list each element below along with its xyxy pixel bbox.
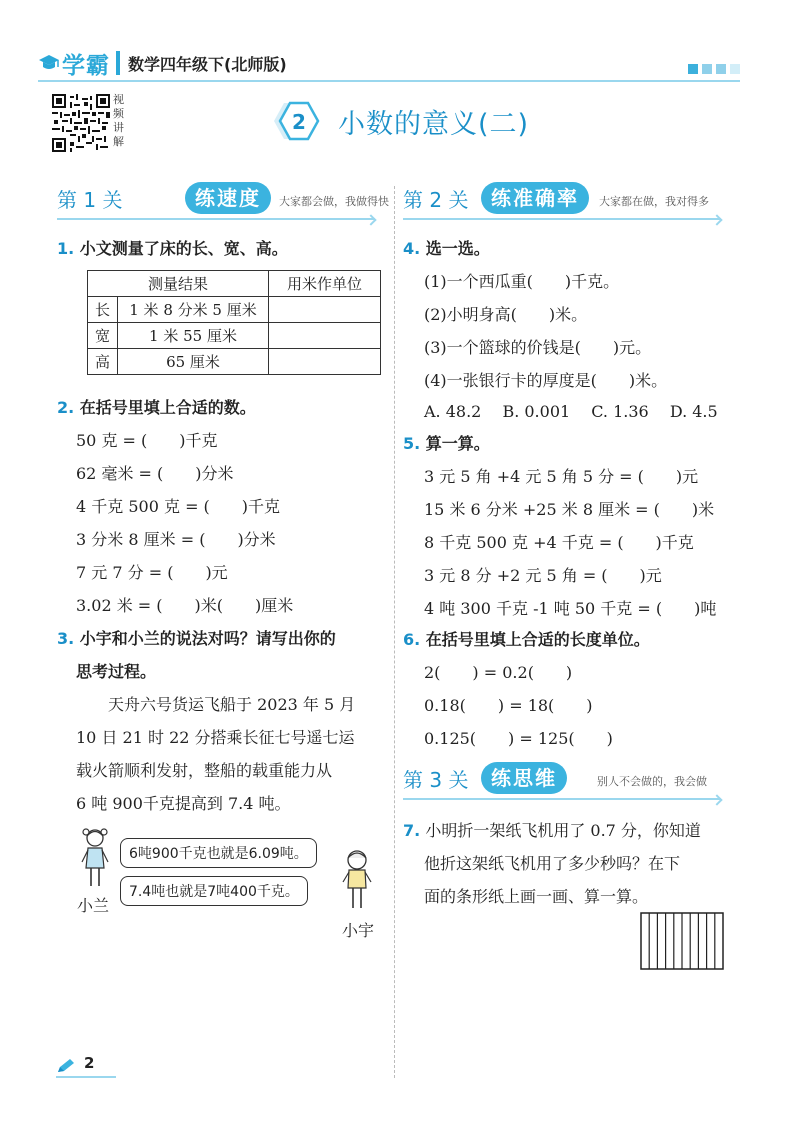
question-7-text-cont: 他折这架纸飞机用了多少秒吗？在下 [424, 854, 681, 873]
section-3-name: 第 3 关 [403, 768, 469, 792]
lesson-number: 2 [292, 110, 306, 134]
calc-line[interactable]: 3 元 5 角 +4 元 5 角 5 分 = ( )元 [424, 467, 699, 486]
header-dots [688, 64, 740, 74]
fill-blank-line[interactable]: 62 毫米 = ( )分米 [76, 464, 234, 483]
choice-line[interactable]: (4)一张银行卡的厚度是( )米。 [424, 371, 668, 390]
question-3-text-cont: 思考过程。 [76, 662, 157, 681]
pencil-icon [56, 1058, 76, 1074]
section-3-pill: 练思维 [481, 762, 567, 794]
question-1 [57, 236, 288, 259]
page-number: 2 [84, 1054, 95, 1072]
table-cell: 65 厘米 [118, 349, 269, 375]
fill-blank-line[interactable]: 3.02 米 = ( )米( )厘米 [76, 596, 294, 615]
calc-line[interactable]: 8 千克 500 克 +4 千克 = ( )千克 [424, 533, 694, 552]
table-cell: 1 米 55 厘米 [118, 323, 269, 349]
question-4-text: 选一选。 [425, 239, 490, 258]
girl-name: 小兰 [77, 896, 110, 915]
header-rule [38, 80, 740, 82]
section-1-pill: 练速度 [185, 182, 271, 214]
brand-logo [38, 47, 110, 80]
question-5-number: 5. [403, 434, 421, 453]
table-row-label: 长 [88, 297, 118, 323]
passage-line: 天舟六号货运飞船于 2023 年 5 月 [108, 695, 356, 714]
calc-line[interactable]: 4 吨 300 千克 -1 吨 50 千克 = ( )吨 [424, 599, 717, 618]
table-header-cell: 用米作单位 [269, 271, 381, 297]
section-2-header [403, 182, 725, 220]
answer-cell[interactable] [269, 323, 381, 349]
calc-line[interactable]: 3 元 8 分 +2 元 5 角 = ( )元 [424, 566, 662, 585]
question-6-text: 在括号里填上合适的长度单位。 [425, 630, 650, 649]
table-cell: 1 米 8 分米 5 厘米 [118, 297, 269, 323]
section-2-underline [403, 218, 721, 220]
fill-blank-line[interactable]: 7 元 7 分 = ( )元 [76, 563, 228, 582]
fill-blank-line[interactable]: 50 克 = ( )千克 [76, 431, 218, 450]
answer-cell[interactable] [269, 349, 381, 375]
section-3-motto: 别人不会做的，我会做 [597, 775, 707, 788]
lesson-title: 小数的意义(二) [338, 109, 530, 140]
question-3 [57, 626, 336, 649]
table-header-cell: 测量结果 [88, 271, 269, 297]
measurement-table [87, 270, 381, 375]
question-1-number: 1. [57, 239, 75, 258]
section-1-underline [57, 218, 375, 220]
footer-rule [56, 1076, 116, 1078]
choice-options: A. 48.2 B. 0.001 C. 1.36 D. 4.5 [424, 402, 718, 421]
question-7 [403, 818, 701, 841]
boy-illustration [340, 848, 374, 914]
brand-divider [116, 51, 120, 75]
qr-code-icon[interactable] [52, 94, 110, 152]
fill-blank-line[interactable]: 3 分米 8 厘米 = ( )分米 [76, 530, 276, 549]
passage-line: 载火箭顺利发射，整船的载重能力从 [76, 761, 333, 780]
choice-line[interactable]: (1)一个西瓜重( )千克。 [424, 272, 620, 291]
brand-name: 学霸 [62, 52, 110, 79]
unit-line[interactable]: 0.125( ) = 125( ) [424, 729, 613, 748]
table-row [88, 297, 381, 323]
question-5-text: 算一算。 [425, 434, 490, 453]
question-4 [403, 236, 490, 259]
section-3-underline [403, 798, 721, 800]
table-row-label: 宽 [88, 323, 118, 349]
chevron-right-icon [711, 214, 722, 225]
brand-header [38, 46, 287, 80]
boy-name: 小宇 [342, 921, 375, 940]
answer-cell[interactable] [269, 297, 381, 323]
graduation-cap-icon [38, 52, 60, 74]
question-2-text: 在括号里填上合适的数。 [79, 398, 256, 417]
column-divider [394, 186, 395, 1078]
question-3-number: 3. [57, 629, 75, 648]
section-2-name: 第 2 关 [403, 188, 469, 212]
speech-bubble-girl: 6吨900千克也就是6.09吨。 [120, 838, 317, 868]
question-7-text-cont: 面的条形纸上画一画、算一算。 [424, 887, 649, 906]
passage-line: 6 吨 900千克提高到 7.4 吨。 [76, 794, 291, 813]
question-3-text: 小宇和小兰的说法对吗？请写出你的 [79, 629, 336, 648]
unit-line[interactable]: 0.18( ) = 18( ) [424, 696, 593, 715]
chevron-right-icon [711, 794, 722, 805]
table-row [88, 349, 381, 375]
lesson-number-badge [266, 99, 326, 143]
table-header-row [88, 271, 381, 297]
choice-line[interactable]: (3)一个篮球的价钱是( )元。 [424, 338, 652, 357]
girl-illustration [78, 826, 112, 892]
question-4-number: 4. [403, 239, 421, 258]
section-2-motto: 大家都在做，我对得多 [599, 195, 709, 208]
question-7-text: 小明折一架纸飞机用了 0.7 分，你知道 [425, 821, 701, 840]
section-1-motto: 大家都会做，我做得快 [279, 195, 389, 208]
question-2-number: 2. [57, 398, 75, 417]
section-2-pill: 练准确率 [481, 182, 589, 214]
chevron-right-icon [365, 214, 376, 225]
choice-line[interactable]: (2)小明身高( )米。 [424, 305, 588, 324]
qr-label: 视频讲解 [113, 93, 124, 148]
table-row-label: 高 [88, 349, 118, 375]
unit-line[interactable]: 2( ) = 0.2( ) [424, 663, 573, 682]
question-5 [403, 431, 490, 454]
fill-blank-line[interactable]: 4 千克 500 克 = ( )千克 [76, 497, 281, 516]
speech-bubble-boy: 7.4吨也就是7吨400千克。 [120, 876, 308, 906]
book-title: 数学四年级下(北师版) [128, 54, 287, 74]
question-6 [403, 627, 650, 650]
calc-line[interactable]: 15 米 6 分米 +25 米 8 厘米 = ( )米 [424, 500, 715, 519]
strip-paper[interactable] [640, 912, 724, 970]
question-2 [57, 395, 256, 418]
section-1-header [57, 182, 389, 220]
passage-line: 10 日 21 时 22 分搭乘长征七号遥七运 [76, 728, 355, 747]
section-1-name: 第 1 关 [57, 188, 123, 212]
question-1-text: 小文测量了床的长、宽、高。 [79, 239, 288, 258]
question-7-number: 7. [403, 821, 421, 840]
table-row [88, 323, 381, 349]
question-6-number: 6. [403, 630, 421, 649]
section-3-header [403, 762, 725, 800]
